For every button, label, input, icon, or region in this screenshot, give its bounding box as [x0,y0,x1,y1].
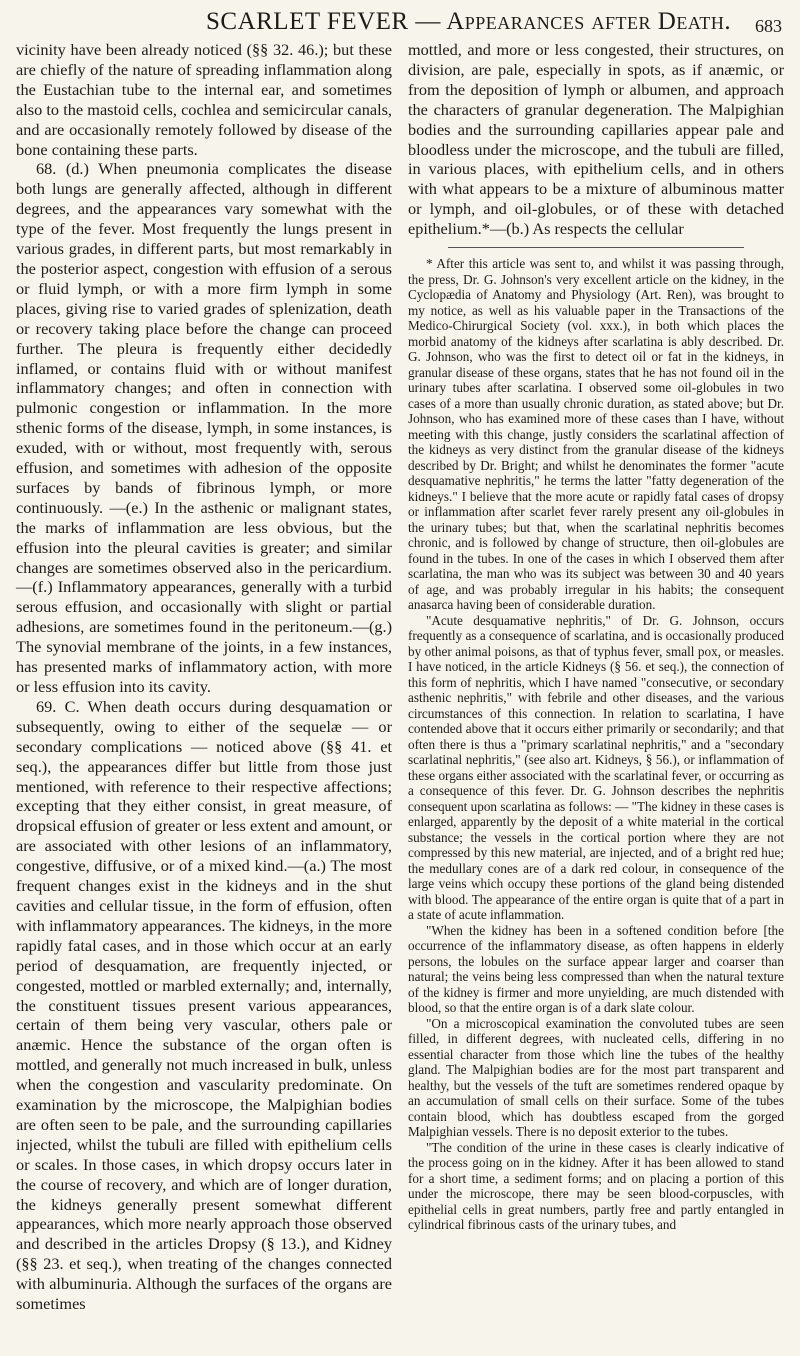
right-column [408,40,784,1314]
page-number: 683 [755,16,782,36]
running-title: SCARLET FEVER — Appearances after Death. [206,8,732,35]
left-column [16,40,392,1314]
paragraph: vicinity have been already noticed (§§ 32. 46.); but these are chiefly of the nature of spreading inflammation along the Eustachian tube to the internal ear, and sometimes also to the mastoid cells, cochlea and semicircular canals, and are occasionally remotely followed by disease of the bone containing these parts. [16,40,392,159]
footnote-divider [448,247,744,248]
footnote-paragraph: "Acute desquamative nephritis," of Dr. G. Johnson, occurs frequently as a consequence of scarlatina, and is occasionally produced by other animal poisons, as that of typhus fever, small pox, or measles. I have noticed, in the article Kidneys (§ 56. et seq.), the connection of this form of nephritis, which I have named "consecutive, or secondary asthenic nephritis," with febrile and other diseases, and the various circumstances of this connection. In relation to scarlatina, I have contended above that it occurs either primarily or secondarily; and that often there is thus a "primary scarlatinal nephritis," and a "secondary scarlatinal nephritis," (see also art. Kidneys, § 56.), or inflammation of these organs either associated with the scarlatinal fever, or occurring as a consequence of this fever. Dr. G. Johnson describes the nephritis consequent upon scarlatina as follows: — "The kidney in these cases is enlarged, apparently by the deposit of a white material in the cortical substance; the vessels in the cortical portion where they are not compressed by this new material, are injected, and of a bright red hue; the medullary cones are of a dark red colour, in consequence of the large veins which occupy these portions of the gland being distended with blood. The appearance of the entire organ is quite that of a part in a state of acute inflammation. [408,612,784,923]
text-columns [16,40,786,1314]
footnote-paragraph: "When the kidney has been in a softened condition before [the occurrence of the inflammatory disease, as often happens in elderly persons, the lobules on the surface appear larger and coarser than natural; the veins being less compressed than when the natural texture of the kidney is firmer and more unyielding, are much distended with blood, so that the entire organ is of a dark slate colour. [408,922,784,1016]
footnote-paragraph: "On a microscopical examination the convoluted tubes are seen filled, in different degrees, with nucleated cells, differing in no essential character from those which line the tubes of the healthy gland. The Malpighian bodies are for the most part transparent and healthy, but the vessels of the tuft are sometimes rendered opaque by an accumulation of small cells on their surface. Some of the tubes contain blood, which has doubtless escaped from the gorged Malpighian vessels. There is no deposit exterior to the tubes. [408,1015,784,1140]
paragraph: 68. (d.) When pneumonia complicates the disease both lungs are generally affected, although in different degrees, and the appearances vary somewhat with the type of the fever. Most frequently the lungs present in various grades, in different parts, but most remarkably in the posterior aspect, congestion with effusion of a serous or fluid lymph, or with a more firm lymph in some places, giving rise to varied grades of splenization, death or recovery taking place before the change can proceed further. The pleura is frequently either decidedly inflamed, or contains fluid with or without manifest inflammatory changes; and often in connection with pulmonic congestion or inflammation. In the more sthenic forms of the disease, lymph, in some instances, is exuded, with or without, most frequently with, serous effusion, and sometimes with adhesion of the opposite surfaces by bands of fibrinous lymph, or more continuously. —(e.) In the asthenic or malignant states, the marks of inflammation are less obvious, but the effusion into the pleural cavities is greater; and similar changes are sometimes observed also in the pericardium.—(f.) Inflammatory appearances, generally with a turbid serous effusion, and occasionally with slight or partial adhesions, are sometimes found in the peritoneum.—(g.) The synovial membrane of the joints, in a few instances, has presented marks of inflammatory action, with more or less effusion into its cavity. [16,159,392,696]
paragraph: mottled, and more or less congested, their structures, on division, are pale, especially in spots, as if anæmic, or from the deposition of lymph or albumen, and approach the characters of granular degeneration. The Malpighian bodies and the surrounding capillaries appear pale and bloodless under the microscope, and the tubuli are filled, in various places, with epithelium cells, and in others with what appears to be a mixture of albuminous matter or lymph, and oil-globules, or of these with detached epithelium.*—(b.) As respects the cellular [408,40,784,239]
page-header [16,6,786,40]
footnote-paragraph: "The condition of the urine in these cases is clearly indicative of the process going on in the kidney. After it has been allowed to stand for a short time, a sediment forms; and on placing a portion of this under the microscope, there may be seen blood-corpuscles, with epithelial cells in great numbers, partly free and partly entangled in cylindrical fibrinous casts of the urinary tubes, and [408,1139,784,1233]
footnote-paragraph: * After this article was sent to, and whilst it was passing through, the press, Dr. G. Johnson's very excellent article on the kidney, in the Cyclopædia of Anatomy and Physiology (Art. Ren), was brought to my notice, as well as his valuable paper in the Transactions of the Medico-Chirurgical Society (vol. xxx.), in both which places the morbid anatomy of the kidneys after scarlatina is ably described. Dr. G. Johnson, who was the first to detect oil or fat in the kidneys, in granular disease of these organs, states that he has not found oil in the urinary tubes after scarlatina. I observed some oil-globules in two cases of a more than usually chronic duration, as stated above; but Dr. Johnson, who has examined more of these cases than I have, without meeting with this change, justly considers the scarlatinal affection of the kidneys as very distinct from the granular disease of the kidneys described by Dr. Bright; and whilst he denominates the former "acute desquamative nephritis," he terms the latter "fatty degeneration of the kidneys." I believe that the more acute or rapidly fatal cases of dropsy or inflammation after scarlet fever rarely present any oil-globules in the urinary tubes; but that, when the scarlatinal nephritis becomes chronic, and is followed by change of structure, then oil-globules are found in the tubes. In one of the cases in which I observed them after scarlatina, the man who was its subject was between 30 and 40 years of age, and was probably irregular in his habits; the consequent anasarca having been of considerable duration. [408,256,784,613]
paragraph: 69. C. When death occurs during desquamation or subsequently, owing to either of the sequelæ — or secondary complications — noticed above (§§ 41. et seq.), the appearances differ but little from those just mentioned, with reference to their respective affections; excepting that they either consist, in great measure, of dropsical effusion of greater or less extent and amount, or are associated with other lesions of an inflammatory, congestive, diffusive, or of a mixed kind.—(a.) The most frequent changes exist in the kidneys and in the shut cavities and cellular tissue, in the form of effusion, often with inflammatory appearances. The kidneys, in the more rapidly fatal cases, and in those which occur at an early period of desquamation, are frequently injected, or congested, mottled or marbled externally; and, internally, the constituent tissues present various appearances, certain of them being very vascular, others pale or anæmic. Hence the substance of the organ often is mottled, and generally not much increased in bulk, unless when the congestion and vascularity predominate. On examination by the microscope, the Malpighian bodies are often seen to be pale, and the surrounding capillaries injected, whilst the tubuli are filled with epithelium cells or scales. In those cases, in which dropsy occurs later in the course of recovery, and which are of longer duration, the kidneys generally present somewhat different appearances, which more nearly approach those observed and described in the articles Dropsy (§ 13.), and Kidney (§§ 23. et seq.), when treating of the changes connected with albuminuria. Although the surfaces of the organs are sometimes [16,696,392,1314]
